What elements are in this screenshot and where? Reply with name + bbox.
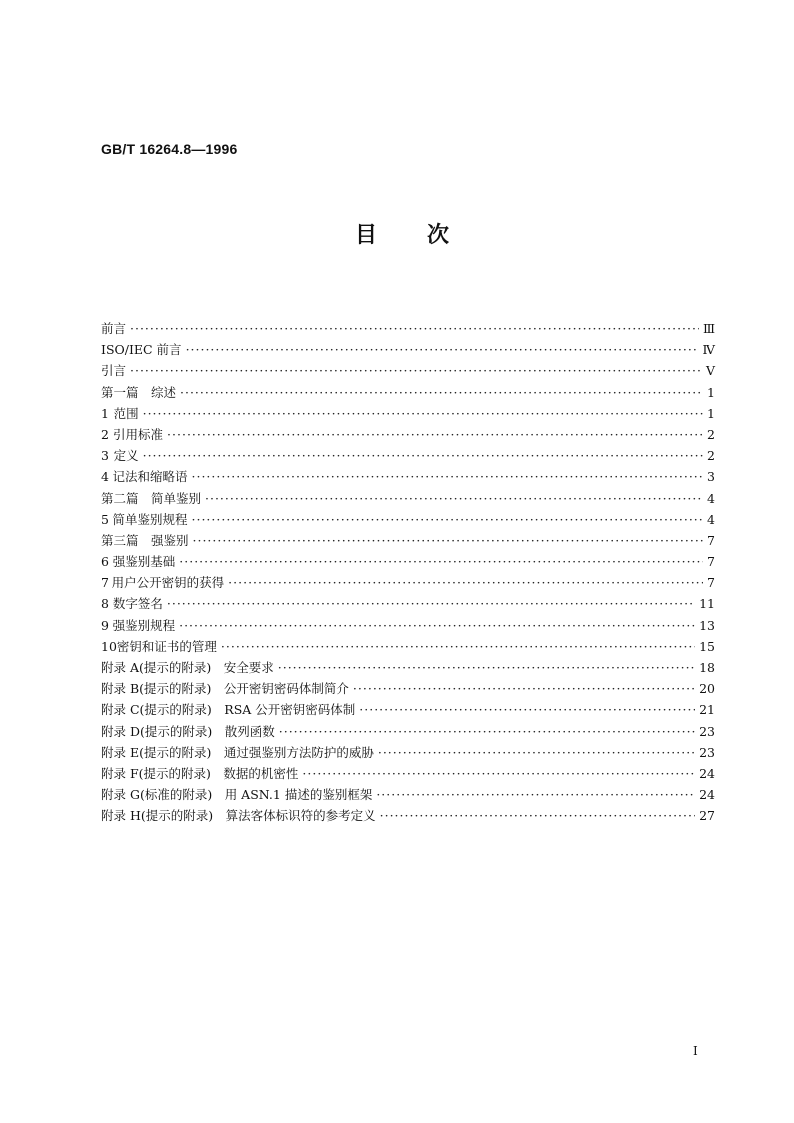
toc-leader — [278, 660, 695, 675]
toc-entry-page: Ⅴ — [705, 363, 715, 379]
toc-entry-page: 23 — [699, 723, 715, 739]
toc-entry-label: 引用标准 — [113, 426, 164, 442]
toc-entry-number: 8 — [101, 596, 109, 612]
toc-leader — [302, 766, 695, 781]
toc-leader — [179, 618, 695, 633]
toc-entry-page: 3 — [707, 469, 715, 485]
toc-entry[interactable] — [101, 658, 715, 679]
toc-entry-number: 6 — [101, 554, 109, 570]
toc-entry-number: 3 — [101, 448, 109, 464]
toc-entry-label: 强鉴别规程 — [112, 617, 176, 633]
toc-leader — [353, 681, 695, 696]
toc-entry-label: 附录 B(提示的附录) 公开密钥密码体制简介 — [101, 681, 349, 697]
toc-entry-label: 第二篇 简单鉴别 — [101, 490, 202, 506]
toc-entry-label: 简单鉴别规程 — [112, 511, 188, 527]
toc-entry-page: 7 — [707, 532, 715, 548]
toc-entry[interactable] — [101, 806, 715, 827]
toc-entry[interactable] — [101, 467, 715, 488]
toc-entry-page: 18 — [699, 660, 715, 675]
toc-leader — [380, 808, 695, 823]
toc-entry-label: 附录 C(提示的附录) RSA 公开密钥密码体制 — [101, 702, 356, 718]
toc-entry-page: Ⅳ — [702, 342, 715, 358]
toc-entry-page: 21 — [699, 702, 715, 718]
toc-entry-page: 13 — [699, 617, 715, 633]
toc-entry[interactable] — [101, 764, 715, 785]
toc-leader — [192, 469, 704, 484]
toc-entry-number: 1 — [101, 405, 109, 421]
toc-entry-label: 强鉴别基础 — [112, 554, 176, 570]
toc-leader — [221, 639, 695, 654]
toc-entry-number: 2 — [101, 426, 109, 442]
toc-entry-page: 27 — [699, 808, 715, 824]
toc-entry-number: 9 — [101, 617, 109, 633]
toc-entry[interactable] — [101, 785, 715, 806]
toc-entry-page: 11 — [699, 596, 715, 612]
toc-entry-page: 2 — [707, 426, 715, 442]
toc-leader — [205, 491, 703, 506]
toc-entry-label: 用户公开密钥的获得 — [111, 575, 225, 591]
toc-entry[interactable] — [101, 531, 715, 552]
toc-entry[interactable] — [101, 361, 715, 382]
toc-entry-label: 附录 A(提示的附录) 安全要求 — [101, 660, 274, 675]
toc-entry-label: 附录 E(提示的附录) 通过强鉴别方法防护的威胁 — [101, 744, 374, 760]
toc-entry-page: 1 — [707, 405, 715, 421]
toc-entry[interactable] — [101, 700, 715, 721]
toc-entry-number: 10 — [101, 638, 117, 654]
toc-entry-label: 记法和缩略语 — [112, 469, 188, 485]
toc-entry-page: 23 — [699, 744, 715, 760]
toc-entry[interactable] — [101, 594, 715, 615]
toc-entry[interactable] — [101, 637, 715, 658]
toc-entry[interactable] — [101, 425, 715, 446]
toc-entry[interactable] — [101, 319, 715, 340]
toc-entry[interactable] — [101, 446, 715, 467]
toc-leader — [378, 745, 695, 760]
toc-entry[interactable] — [101, 616, 715, 637]
toc-entry-label: 附录 H(提示的附录) 算法客体标识符的参考定义 — [101, 808, 376, 824]
toc-entry-number: 5 — [101, 511, 109, 527]
toc-entry[interactable] — [101, 489, 715, 510]
toc-entry-label: ISO/IEC 前言 — [101, 342, 182, 358]
toc-leader — [130, 321, 699, 336]
toc-leader — [167, 427, 703, 442]
toc-entry[interactable] — [101, 510, 715, 531]
toc-leader — [279, 724, 695, 739]
toc-entry-label: 附录 G(标准的附录) 用 ASN.1 描述的鉴别框架 — [101, 787, 373, 803]
toc-leader — [179, 554, 703, 569]
page-title: 目次 — [355, 223, 500, 248]
toc-entry-label: 数字签名 — [112, 596, 163, 612]
toc-entry[interactable] — [101, 552, 715, 573]
toc-entry[interactable] — [101, 722, 715, 743]
toc-leader — [376, 787, 695, 802]
toc-entry-page: 4 — [707, 511, 715, 527]
toc-leader — [130, 363, 702, 378]
toc-leader — [143, 406, 703, 421]
toc-entry-page: 7 — [707, 554, 715, 570]
toc-leader — [192, 512, 704, 527]
toc-entry-number: 4 — [101, 469, 109, 485]
toc-entry[interactable] — [101, 340, 715, 361]
toc-entry-page: Ⅲ — [702, 321, 715, 336]
toc-entry-label: 前言 — [101, 321, 127, 336]
toc-entry-number: 7 — [101, 575, 109, 591]
page-number: I — [693, 1044, 698, 1058]
toc-leader — [167, 596, 695, 611]
toc-entry-label: 附录 D(提示的附录) 散列函数 — [101, 723, 275, 739]
toc-leader — [143, 448, 703, 463]
toc-entry-page: 24 — [699, 787, 715, 803]
toc-entry-page: 15 — [699, 638, 715, 654]
toc-leader — [359, 702, 695, 717]
toc-leader — [186, 342, 699, 357]
toc-entry-label: 密钥和证书的管理 — [116, 638, 217, 654]
toc-entry-label: 引言 — [101, 363, 127, 379]
table-of-contents — [101, 319, 715, 828]
toc-leader — [180, 385, 703, 400]
toc-entry-page: 20 — [699, 681, 715, 697]
toc-entry-label: 第一篇 综述 — [101, 384, 177, 400]
toc-entry-page: 1 — [707, 384, 715, 400]
toc-entry-page: 7 — [707, 575, 715, 591]
toc-entry[interactable] — [101, 679, 715, 700]
toc-entry-page: 24 — [699, 765, 715, 781]
toc-entry[interactable] — [101, 383, 715, 404]
toc-entry[interactable] — [101, 404, 715, 425]
toc-entry[interactable] — [101, 573, 715, 594]
toc-entry-label: 附录 F(提示的附录) 数据的机密性 — [101, 765, 299, 781]
toc-entry-page: 4 — [707, 490, 715, 506]
toc-leader — [193, 533, 703, 548]
toc-entry-label: 定义 — [113, 448, 139, 464]
toc-leader — [228, 575, 703, 590]
toc-entry-page: 2 — [707, 448, 715, 464]
toc-entry-label: 第三篇 强鉴别 — [101, 532, 189, 548]
toc-entry-label: 范围 — [113, 405, 139, 421]
toc-entry[interactable] — [101, 743, 715, 764]
standard-code: GB/T 16264.8—1996 — [101, 141, 238, 157]
